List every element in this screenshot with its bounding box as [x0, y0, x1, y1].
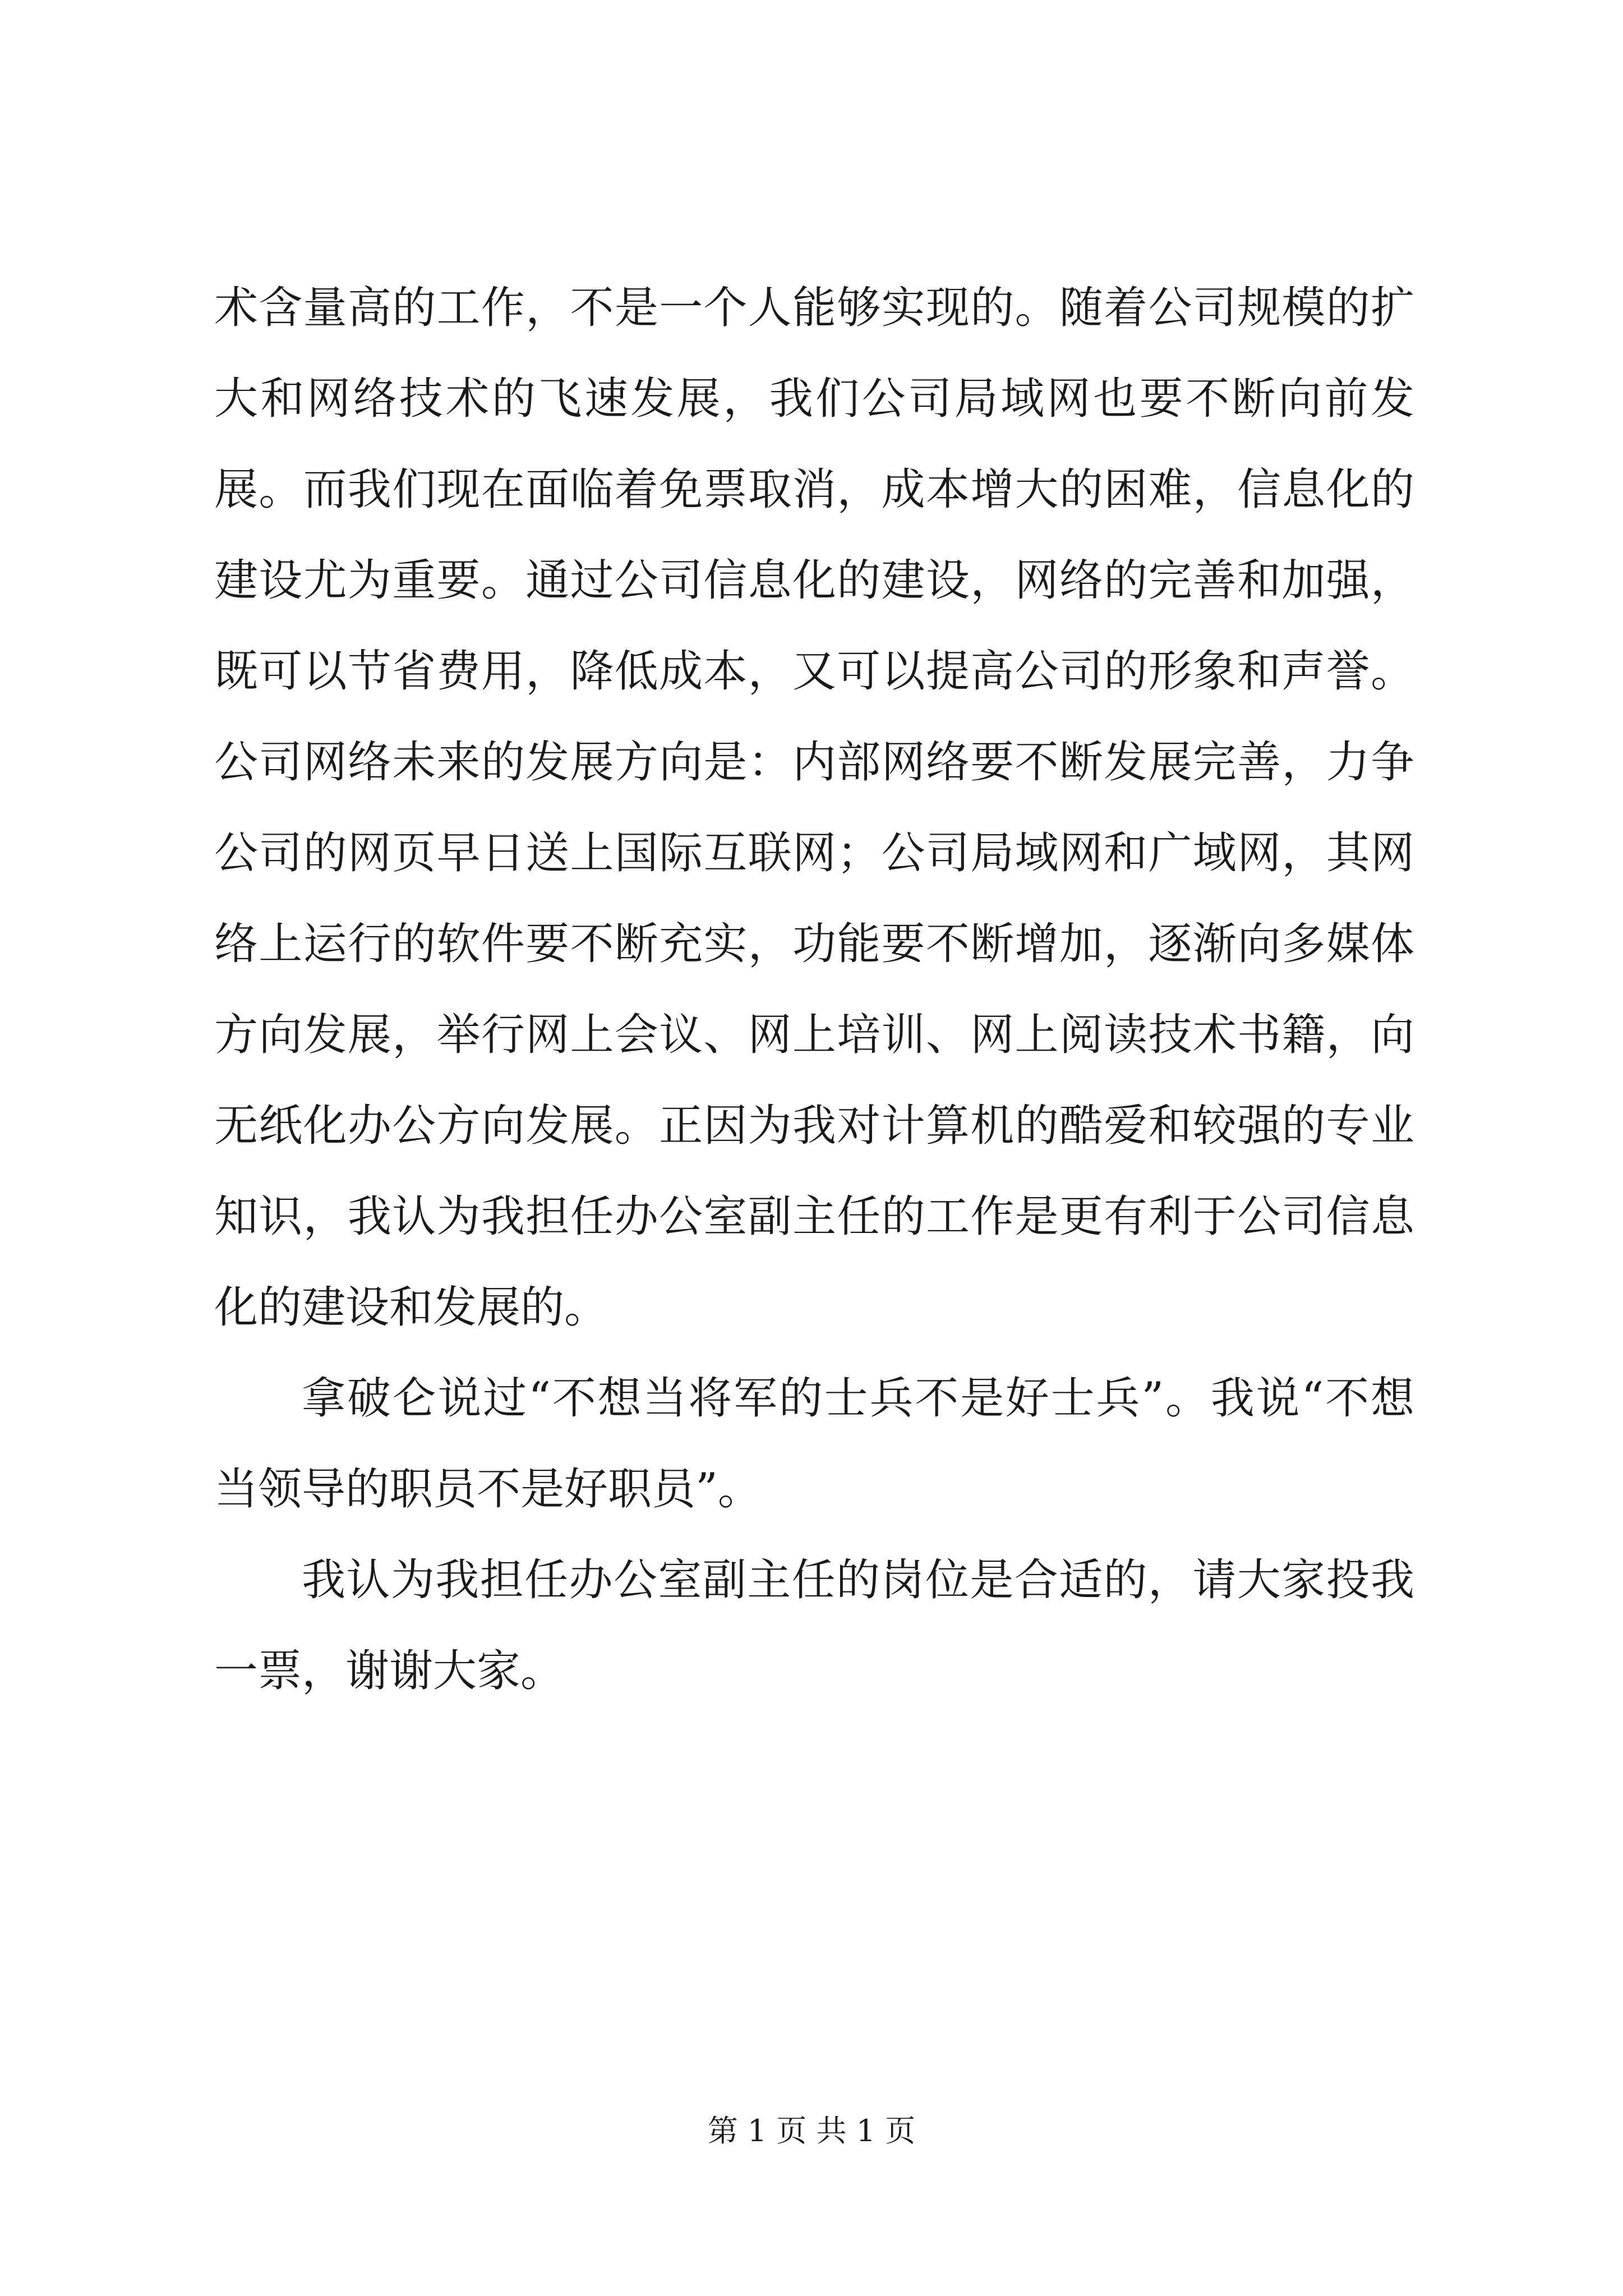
paragraph-continued: 术含量高的工作，不是一个人能够实现的。随着公司规模的扩大和网络技术的飞速发展，我们公司局域网也要不断向前发展。而我们现在面临着免票取消，成本增大的困难，信息化的建设尤为重要。通过公司信息化的建设，网络的完善和加强，既可以节省费用，降低成本，又可以提高公司的形象和声誉。公司网络未来的发展方向是：内部网络要不断发展完善，力争公司的网页早日送上国际互联网；公司局域网和广域网，其网络上运行的软件要不断充实，功能要不断增加，逐渐向多媒体方向发展，举行网上会议、网上培训、网上阅读技术书籍，向无纸化办公方向发展。正因为我对计算机的酷爱和较强的专业知识，我认为我担任办公室副主任的工作是更有利于公司信息化的建设和发展的。: [214, 283, 1414, 1333]
page-footer: 第 1 页 共 1 页: [707, 2113, 916, 2148]
paragraph-napoleon-quote: 拿破仑说过“不想当将军的士兵不是好士兵”。我说“不想当领导的职员不是好职员”。: [214, 1373, 1414, 1515]
document-body: [214, 263, 1414, 1717]
paragraph-closing: 我认为我担任办公室副主任的岗位是合适的，请大家投我一票，谢谢大家。: [214, 1555, 1414, 1696]
